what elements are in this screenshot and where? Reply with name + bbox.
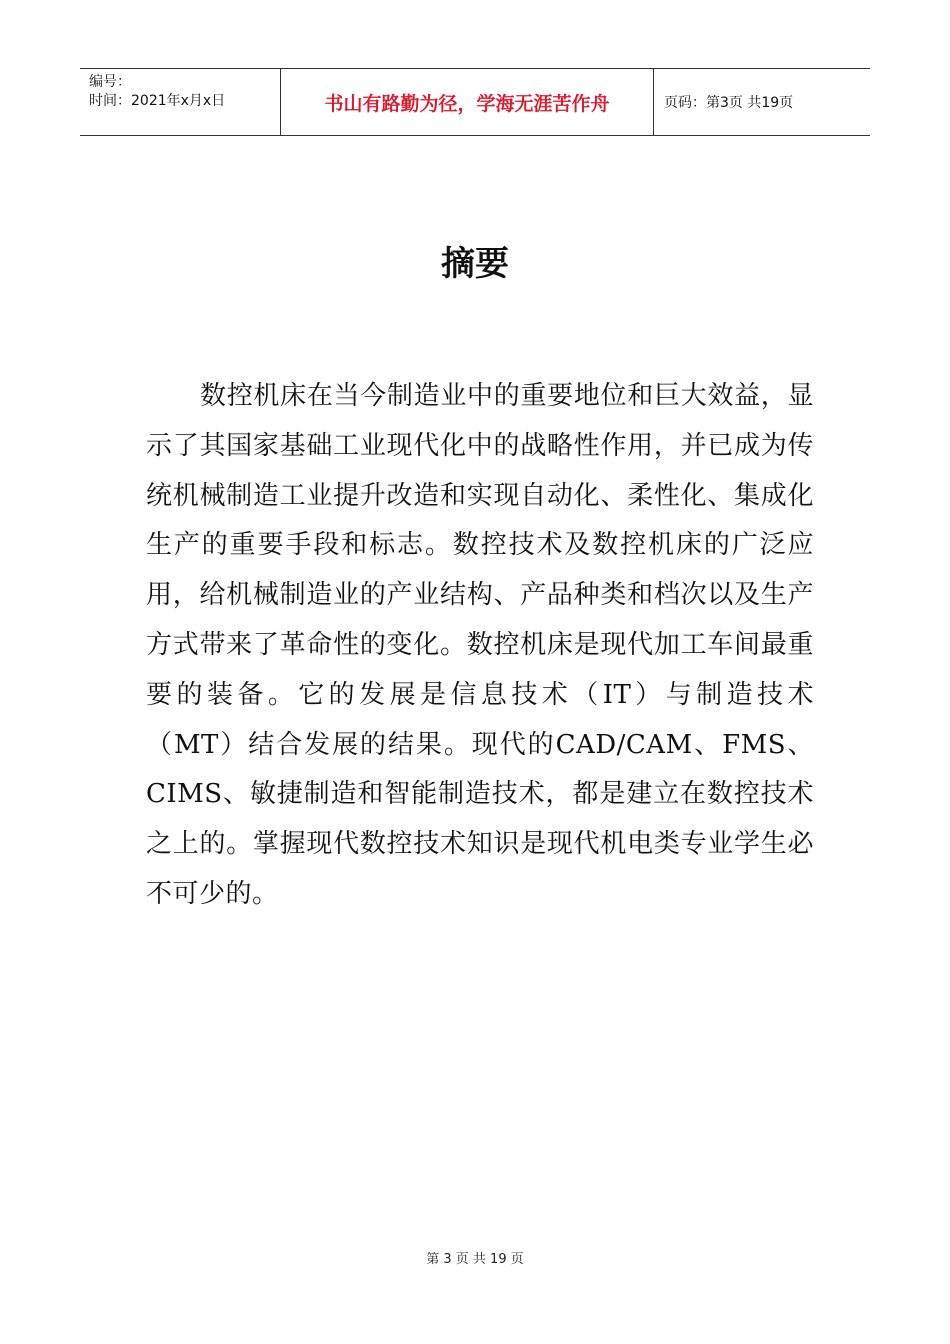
document-date: 时间：2021年x月x日 bbox=[89, 93, 226, 109]
header-motto: 书山有路勤为径，学海无涯苦作舟 bbox=[281, 69, 654, 135]
header-meta-cell bbox=[80, 69, 281, 135]
document-number-label: 编号： bbox=[89, 74, 131, 90]
page-footer: 第 3 页 共 19 页 bbox=[426, 1252, 524, 1267]
abstract-paragraph: 数控机床在当今制造业中的重要地位和巨大效益，显示了其国家基础工业现代化中的战略性作用，并已成为传统机械制造工业提升改造和实现自动化、柔性化、集成化生产的重要手段和标志。数控技术及数控机床的广泛应用，给机械制造业的产业结构、产品种类和档次以及生产方式带来了革命性的变化。数控机床是现代加工车间最重要的装备。它的发展是信息技术（IT）与制造技术（MT）结合发展的结果。现代的CAD/CAM、FMS、CIMS、敏捷制造和智能制造技术，都是建立在数控技术之上的。掌握现代数控技术知识是现代机电类专业学生必不可少的。 bbox=[146, 381, 814, 909]
document-header bbox=[80, 68, 870, 136]
page-title: 摘要 bbox=[441, 244, 509, 284]
header-page-info: 页码：第3页 共19页 bbox=[664, 95, 794, 111]
